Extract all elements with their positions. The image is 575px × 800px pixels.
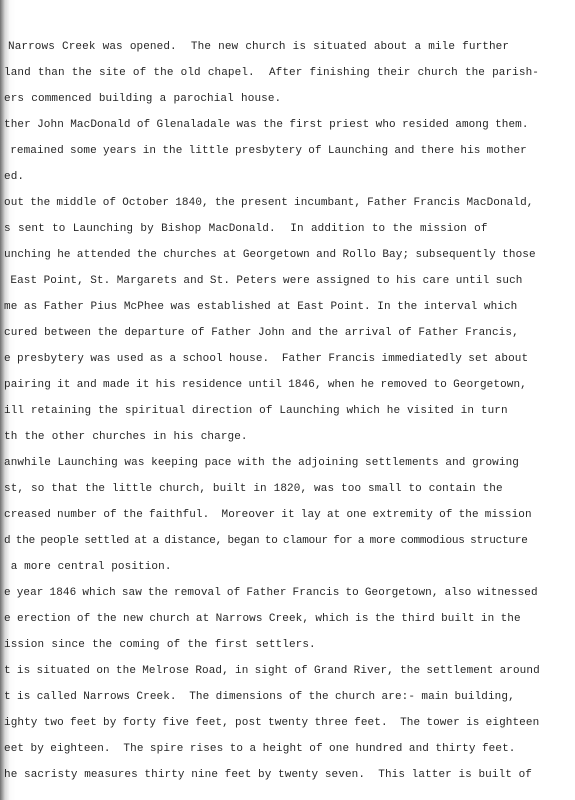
text-line: st, so that the little church, built in 1820, was too small to contain the: [4, 483, 503, 495]
text-line: ission since the coming of the first settlers.: [4, 639, 316, 651]
text-line: t is situated on the Melrose Road, in sight of Grand River, the settlement around: [4, 665, 540, 677]
text-line: ighty two feet by forty five feet, post twenty three feet. The tower is eighteen: [4, 717, 540, 729]
text-line: ill retaining the spiritual direction of Launching which he visited in turn: [4, 405, 508, 417]
text-line: a more central position.: [4, 561, 172, 573]
text-line: remained some years in the little presbytery of Launching and there his mother: [4, 145, 527, 157]
text-line: ers commenced building a parochial house.: [4, 93, 282, 105]
text-line: he sacristy measures thirty nine feet by twenty seven. This latter is built of: [4, 769, 532, 781]
text-line: e erection of the new church at Narrows Creek, which is the third built in the: [4, 613, 521, 625]
text-line: Narrows Creek was opened. The new church is situated about a mile further: [8, 41, 510, 53]
text-line: cured between the departure of Father John and the arrival of Father Francis,: [4, 327, 519, 339]
text-line: eet by eighteen. The spire rises to a height of one hundred and thirty feet.: [4, 743, 516, 755]
text-line: creased number of the faithful. Moreover it lay at one extremity of the mission: [4, 509, 532, 521]
text-line: East Point, St. Margarets and St. Peters were assigned to his care until such: [4, 275, 523, 287]
text-line: land than the site of the old chapel. After finishing their church the parish-: [4, 67, 539, 79]
text-line: me as Father Pius McPhee was established at East Point. In the interval which: [4, 301, 518, 313]
text-line: ed.: [4, 171, 25, 183]
text-line: th the other churches in his charge.: [4, 431, 248, 443]
text-line: anwhile Launching was keeping pace with the adjoining settlements and growing: [4, 457, 519, 469]
text-line: unching he attended the churches at Georgetown and Rollo Bay; subsequently those: [4, 249, 536, 261]
text-line: out the middle of October 1840, the present incumbant, Father Francis MacDonald,: [4, 197, 534, 209]
text-line: e presbytery was used as a school house. Father Francis immediatedly set about: [4, 353, 529, 365]
text-line: e year 1846 which saw the removal of Father Francis to Georgetown, also witnessed: [4, 587, 538, 599]
text-line: pairing it and made it his residence until 1846, when he removed to Georgetown,: [4, 379, 527, 391]
text-line: ther John MacDonald of Glenaladale was the first priest who resided among them.: [4, 119, 529, 131]
text-line: s sent to Launching by Bishop MacDonald. In addition to the mission of: [4, 223, 488, 235]
text-line: t is called Narrows Creek. The dimensions of the church are:- main building,: [4, 691, 515, 703]
text-line: d the people settled at a distance, began to clamour for a more commodious structure: [4, 535, 528, 547]
